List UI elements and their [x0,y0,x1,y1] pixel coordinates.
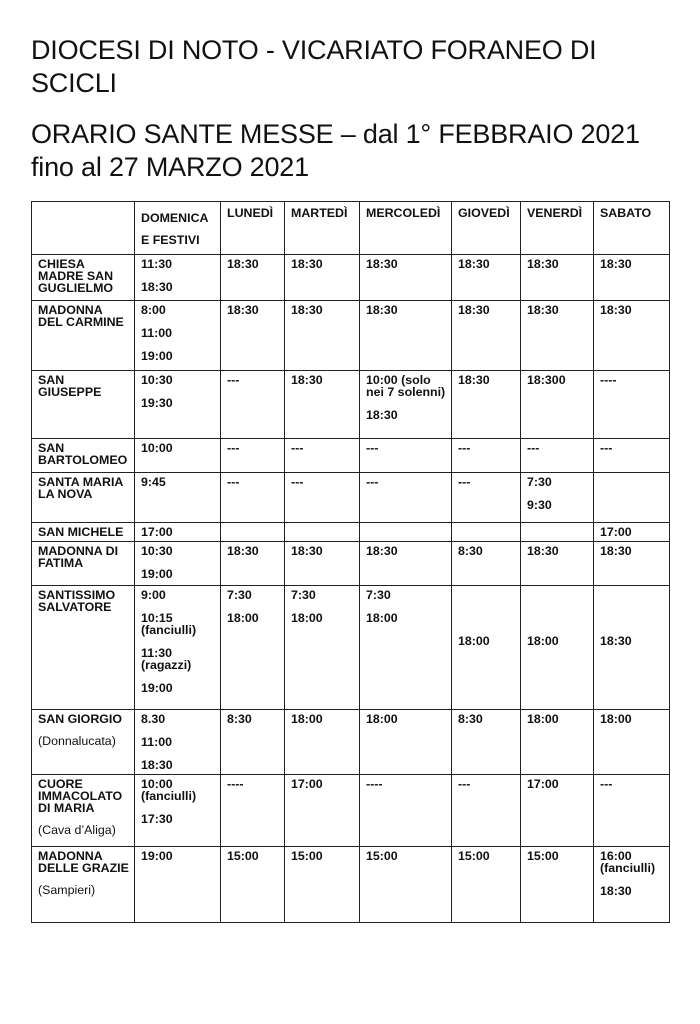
time-cell [360,439,452,473]
table-row [32,775,670,847]
time-cell [135,255,221,301]
table-row [32,710,670,775]
time-cell [521,775,594,847]
mass-time: --- [527,441,540,455]
mass-time: 18:30 [458,303,490,317]
mass-time: 18:00 [291,611,323,625]
mass-time: 18:30 [458,373,490,387]
mass-time: ---- [227,777,244,791]
time-cell [135,371,221,439]
mass-time: --- [291,475,304,489]
time-cell [594,710,670,775]
mass-time: 18:30 [366,257,398,271]
mass-time: 11:00 [141,735,173,749]
time-cell [452,371,521,439]
time-cell [221,710,285,775]
mass-time: 18:30 [600,884,632,898]
time-cell [521,523,594,542]
mass-time: 10:30 [141,373,173,387]
mass-time: 18:00 [527,634,559,648]
church-cell [32,542,135,586]
time-cell [452,255,521,301]
mass-schedule-table [31,201,670,923]
time-cell [285,775,360,847]
mass-time: 8:30 [227,712,252,726]
mass-time [600,589,664,624]
church-name: SANTA MARIA LA NOVA [38,475,123,501]
time-cell [521,586,594,710]
header-day: DOMENICA E FESTIVI [135,202,221,255]
church-location-note: (Sampieri) [38,883,96,897]
time-cell [221,523,285,542]
mass-time: 18:300 [527,373,566,387]
header-day: SABATO [594,202,670,255]
mass-time: 9:45 [141,475,166,489]
church-name: CUORE IMMACOLATO DI MARIA [38,777,123,815]
time-cell [452,473,521,523]
mass-time: 18:30 [527,303,559,317]
mass-time: 18:30 [291,257,323,271]
mass-time: 11:30 (ragazzi) [141,646,192,672]
time-cell [135,301,221,371]
mass-time: 15:00 [458,849,490,863]
mass-time: 17:00 [141,525,173,539]
mass-time: 19:00 [141,567,173,581]
time-cell [360,775,452,847]
mass-time: 11:30 [141,257,173,271]
time-cell [521,371,594,439]
mass-time: 15:00 [227,849,259,863]
church-cell [32,523,135,542]
mass-time: 7:30 [366,588,391,602]
header-day: VENERDÌ [521,202,594,255]
time-cell [285,371,360,439]
time-cell [135,710,221,775]
time-cell [594,847,670,923]
church-location-note: (Cava d’Aliga) [38,823,116,837]
time-cell [360,255,452,301]
mass-time: --- [227,441,240,455]
table-header-row [32,202,670,255]
mass-time: 18:30 [227,257,259,271]
time-cell [594,255,670,301]
mass-time: 10:15 (fanciulli) [141,611,197,637]
table-row [32,371,670,439]
mass-time: 18:30 [141,280,173,294]
header-day: MERCOLEDÌ [360,202,452,255]
time-cell [594,586,670,710]
church-name: SAN GIUSEPPE [38,373,102,399]
church-cell [32,710,135,775]
mass-time: 18:00 [366,611,398,625]
mass-time: --- [291,441,304,455]
time-cell [452,542,521,586]
time-cell [521,301,594,371]
mass-time: --- [458,441,471,455]
mass-time: 10:00 [141,441,173,455]
mass-time: 18:30 [141,758,173,772]
time-cell [135,542,221,586]
mass-time: 18:30 [227,303,259,317]
time-cell [452,775,521,847]
church-cell [32,775,135,847]
mass-time: 8.30 [141,712,166,726]
church-name: MADONNA DEL CARMINE [38,303,124,329]
time-cell [135,586,221,710]
table-row [32,542,670,586]
mass-time: 19:00 [141,681,173,695]
mass-time: 18:00 [600,712,632,726]
header-day: LUNEDÌ [221,202,285,255]
header-day: MARTEDÌ [285,202,360,255]
time-cell [452,523,521,542]
mass-time: 18:00 [291,712,323,726]
header-church [32,202,135,255]
mass-time: 18:30 [366,303,398,317]
table-body [32,255,670,923]
mass-time: 7:30 [291,588,316,602]
mass-time [527,589,588,624]
mass-time: --- [600,777,613,791]
time-cell [360,473,452,523]
mass-time: 18:00 [527,712,559,726]
time-cell [221,301,285,371]
mass-time: --- [458,475,471,489]
mass-time: 17:00 [527,777,559,791]
table-row [32,301,670,371]
mass-time: 19:30 [141,396,173,410]
church-cell [32,586,135,710]
church-cell [32,301,135,371]
mass-time: --- [366,441,379,455]
mass-time: ---- [600,373,617,387]
mass-time: 8:00 [141,303,166,317]
table-row [32,586,670,710]
time-cell [452,439,521,473]
mass-time: 15:00 [291,849,323,863]
time-cell [452,710,521,775]
time-cell [452,301,521,371]
mass-time: 11:00 [141,326,173,340]
time-cell [594,542,670,586]
time-cell [135,847,221,923]
church-name: MADONNA DELLE GRAZIE [38,849,129,875]
table-row [32,255,670,301]
mass-time: --- [227,475,240,489]
mass-time: --- [458,777,471,791]
table-row [32,847,670,923]
time-cell [452,847,521,923]
schedule-title: ORARIO SANTE MESSE – dal 1° FEBBRAIO 2021 fino al 27 MARZO 2021 [31,119,640,182]
time-cell [521,255,594,301]
church-cell [32,473,135,523]
time-cell [521,847,594,923]
time-cell [521,439,594,473]
time-cell [360,371,452,439]
mass-time: --- [227,373,240,387]
mass-time: --- [600,441,613,455]
mass-time: 18:00 [458,634,490,648]
time-cell [285,847,360,923]
table-row [32,523,670,542]
time-cell [135,523,221,542]
mass-time: 10:30 [141,544,173,558]
time-cell [521,710,594,775]
mass-time: 18:30 [291,544,323,558]
mass-time [458,589,515,624]
time-cell [135,775,221,847]
mass-time: 18:30 [600,544,632,558]
table-row [32,473,670,523]
mass-time: 7:30 [527,475,552,489]
time-cell [452,586,521,710]
church-name: MADONNA DI FATIMA [38,544,119,570]
mass-time: 18:30 [291,373,323,387]
church-cell [32,439,135,473]
church-cell [32,847,135,923]
church-name: SAN BARTOLOMEO [38,441,128,467]
time-cell [221,586,285,710]
time-cell [285,542,360,586]
mass-time: 18:30 [458,257,490,271]
mass-time: 17:30 [141,812,173,826]
mass-time: 7:30 [227,588,252,602]
mass-time: 18:00 [227,611,259,625]
church-cell [32,255,135,301]
mass-time: 15:00 [527,849,559,863]
time-cell [521,473,594,523]
time-cell [221,371,285,439]
time-cell [594,371,670,439]
time-cell [521,542,594,586]
mass-time: 18:30 [600,257,632,271]
time-cell [360,586,452,710]
time-cell [221,542,285,586]
time-cell [594,523,670,542]
mass-time: 15:00 [366,849,398,863]
mass-time: 17:00 [291,777,323,791]
mass-time: 18:30 [366,408,398,422]
time-cell [285,523,360,542]
mass-time: 10:00 (solo nei 7 solenni) [366,373,446,399]
mass-time: ---- [366,777,383,791]
time-cell [360,710,452,775]
church-name: SANTISSIMO SALVATORE [38,588,116,614]
mass-time: 18:30 [527,257,559,271]
church-name: CHIESA MADRE SAN GUGLIELMO [38,257,114,295]
mass-time: --- [366,475,379,489]
mass-time: 18:30 [366,544,398,558]
church-name: SAN MICHELE [38,525,124,539]
mass-time: 18:30 [600,303,632,317]
table-row [32,439,670,473]
church-name: SAN GIORGIO [38,712,122,726]
time-cell [594,775,670,847]
time-cell [360,542,452,586]
time-cell [285,255,360,301]
time-cell [594,473,670,523]
mass-time: 9:00 [141,588,166,602]
mass-time: 8:30 [458,544,483,558]
mass-time: 19:00 [141,849,173,863]
mass-time: 18:30 [527,544,559,558]
mass-time: 18:00 [366,712,398,726]
church-cell [32,371,135,439]
mass-time: 10:00 (fanciulli) [141,777,197,803]
time-cell [221,775,285,847]
time-cell [135,439,221,473]
mass-time: 17:00 [600,525,632,539]
header-day: GIOVEDÌ [452,202,521,255]
time-cell [285,301,360,371]
time-cell [221,473,285,523]
mass-time: 9:30 [527,498,552,512]
time-cell [221,847,285,923]
church-location-note: (Donnalucata) [38,734,116,748]
mass-time: 19:00 [141,349,173,363]
time-cell [594,301,670,371]
time-cell [360,523,452,542]
time-cell [285,710,360,775]
time-cell [221,439,285,473]
time-cell [285,439,360,473]
mass-time: 16:00 (fanciulli) [600,849,656,875]
time-cell [285,473,360,523]
time-cell [135,473,221,523]
mass-time: 18:30 [291,303,323,317]
time-cell [221,255,285,301]
time-cell [285,586,360,710]
time-cell [594,439,670,473]
diocese-title: DIOCESI DI NOTO - VICARIATO FORANEO DI SCICLI [31,35,597,98]
mass-time: 8:30 [458,712,483,726]
mass-time: 18:30 [227,544,259,558]
time-cell [360,847,452,923]
mass-time: 18:30 [600,634,632,648]
time-cell [360,301,452,371]
